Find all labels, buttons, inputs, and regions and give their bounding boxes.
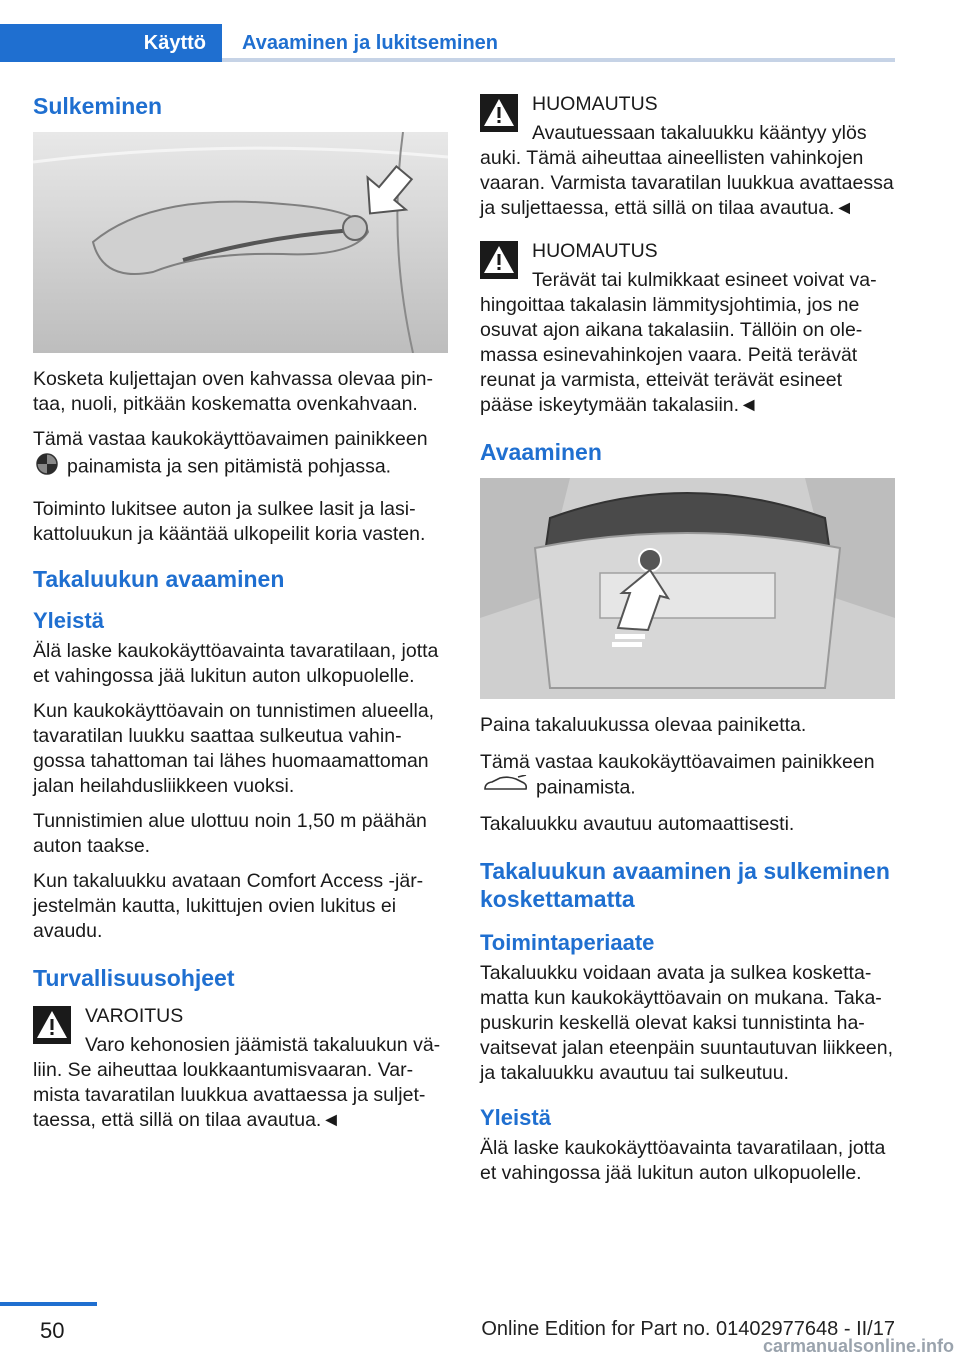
caution-body: hingoittaa takalasin lämmitysjohtimia, jos ne osuvat ajon aikana takalasiin. Tällöin on ole-massa esinevahinkojen vaara. Peitä terävät reunat ja varmista, etteivät terävät esineet pääse iskeytymään takalasiin.◄ bbox=[480, 294, 863, 416]
page-header bbox=[0, 0, 960, 62]
lock-button-icon bbox=[35, 452, 59, 483]
heading-sulkeminen: Sulkeminen bbox=[33, 93, 163, 119]
header-tab-kaytto[interactable]: Käyttö bbox=[0, 24, 222, 62]
paragraph-text: Tämä vastaa kaukokäyttöavaimen painikkeen bbox=[33, 428, 428, 450]
caution-title: HUOMAUTUS bbox=[532, 93, 658, 115]
paragraph-with-icon bbox=[480, 750, 895, 802]
right-column bbox=[480, 92, 895, 1196]
heading-yleista: Yleistä bbox=[33, 608, 104, 633]
warning-triangle-icon bbox=[480, 241, 518, 279]
left-column bbox=[33, 92, 448, 1143]
warning-triangle-icon bbox=[480, 94, 518, 132]
warning-triangle-icon bbox=[33, 1006, 71, 1044]
caution-body: auki. Tämä aiheuttaa aineellisten vahinkojen vaaran. Varmista tavaratilan luukkua avattaessa ja suljettaessa, että sillä on tilaa avautua.◄ bbox=[480, 147, 894, 219]
tailgate-button-icon bbox=[482, 775, 528, 802]
warning-body: Varo kehonosien jäämistä takaluukun vä- bbox=[85, 1034, 441, 1056]
tailgate-image bbox=[480, 478, 895, 699]
door-handle-image bbox=[33, 132, 448, 353]
paragraph-text: painamista ja sen pitämistä pohjassa. bbox=[67, 455, 392, 478]
paragraph-with-icon bbox=[33, 427, 448, 483]
caution-note bbox=[480, 239, 895, 418]
paragraph: Kosketa kuljettajan oven kahvassa olevaa pin-taa, nuoli, pitkään koskematta ovenkahvaan. bbox=[33, 368, 433, 415]
warning-note bbox=[33, 1004, 448, 1133]
heading-avaaminen: Avaaminen bbox=[480, 439, 602, 465]
header-tab-section[interactable]: Avaaminen ja lukitseminen bbox=[222, 24, 895, 62]
heading-toimintaperiaate: Toimintaperiaate bbox=[480, 930, 655, 955]
caution-body: Avautuessaan takaluukku kääntyy ylös bbox=[532, 122, 867, 144]
paragraph: Tunnistimien alue ulottuu noin 1,50 m päähän auton taakse. bbox=[33, 810, 427, 857]
paragraph: Älä laske kaukokäyttöavainta tavaratilaan, jotta et vahingossa jää lukitun auton ulkopuolelle. bbox=[33, 640, 439, 687]
heading-yleista: Yleistä bbox=[480, 1105, 551, 1130]
warning-body: liin. Se aiheuttaa loukkaantumisvaaran. Var-mista tavaratilan luukkua avattaessa ja suljet-taessa, että sillä on tilaa avautua.◄ bbox=[33, 1059, 426, 1131]
paragraph: Takaluukku voidaan avata ja sulkea kosketta-matta kun kaukokäyttöavain on mukana. Taka-puskurin keskellä olevat kaksi tunnistinta ha-vaitsevat jalan eteenpäin suuntautuvan liikkeen, ja takaluukku avautuu tai sulkeutuu. bbox=[480, 962, 894, 1084]
paragraph: Kun takaluukku avataan Comfort Access -jär-jestelmän kautta, lukittujen ovien lukitus ei avaudu. bbox=[33, 870, 424, 942]
warning-title: VAROITUS bbox=[85, 1005, 184, 1027]
footer-accent-line bbox=[0, 1302, 97, 1306]
caution-note bbox=[480, 92, 895, 221]
caution-title: HUOMAUTUS bbox=[532, 240, 658, 262]
heading-takaluukun-koskettamatta: Takaluukun avaaminen ja sulkeminen koskettamatta bbox=[480, 858, 890, 912]
page-number: 50 bbox=[40, 1318, 65, 1343]
heading-takaluukun-avaaminen: Takaluukun avaaminen bbox=[33, 566, 285, 592]
paragraph: Kun kaukokäyttöavain on tunnistimen alueella, tavaratilan luukku saattaa sulkeutua vahin-gossa tahattoman tai lähes huomaamattoman jalan heilahdusliikkeen vuoksi. bbox=[33, 700, 435, 797]
paragraph: Toiminto lukitsee auton ja sulkee lasit ja lasi-kattoluukun ja kääntää ulkopeilit koria vasten. bbox=[33, 498, 426, 545]
header-underline bbox=[222, 58, 895, 62]
paragraph: Paina takaluukussa olevaa painiketta. bbox=[480, 714, 807, 736]
paragraph: Älä laske kaukokäyttöavainta tavaratilaan, jotta et vahingossa jää lukitun auton ulkopuolelle. bbox=[480, 1137, 886, 1184]
paragraph-text: painamista. bbox=[536, 776, 636, 799]
edition-text: Online Edition for Part no. 01402977648 - II/17 bbox=[481, 1318, 895, 1340]
heading-turvallisuusohjeet: Turvallisuusohjeet bbox=[33, 965, 235, 991]
paragraph-text: Tämä vastaa kaukokäyttöavaimen painikkeen bbox=[480, 751, 875, 773]
watermark: carmanualsonline.info bbox=[762, 1336, 954, 1356]
caution-body: Terävät tai kulmikkaat esineet voivat va- bbox=[532, 269, 877, 291]
paragraph: Takaluukku avautuu automaattisesti. bbox=[480, 813, 795, 835]
